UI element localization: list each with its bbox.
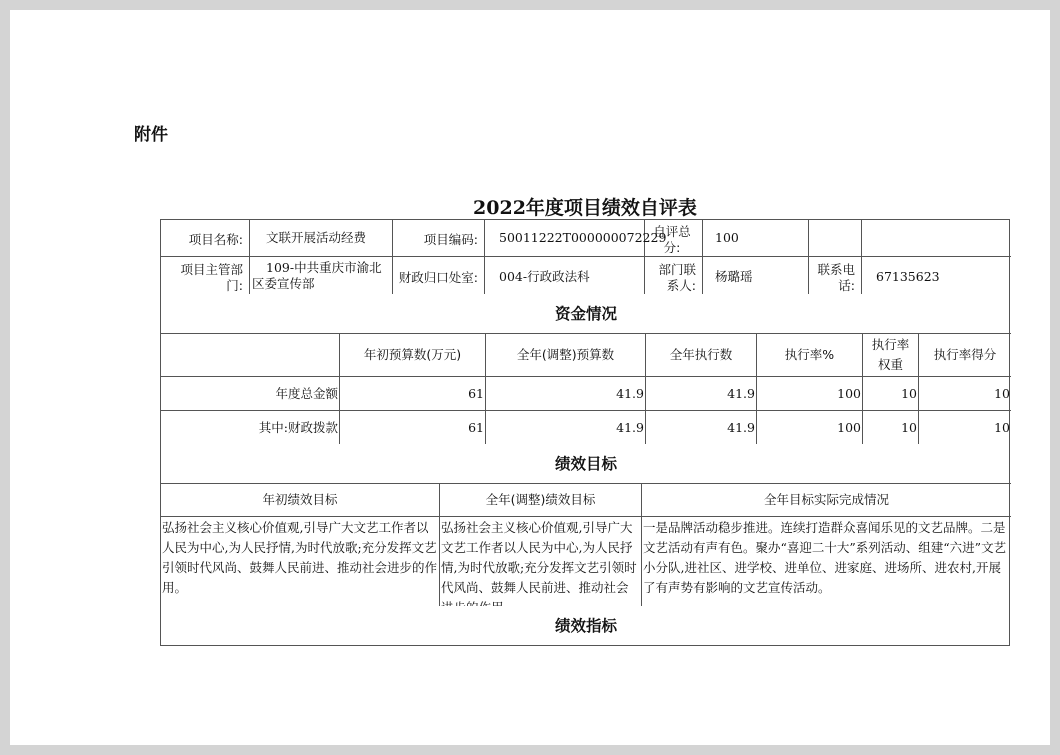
funds-cell: 41.9 [646, 377, 757, 411]
empty-cell [809, 220, 862, 257]
funds-col-rate-score: 执行率得分 [919, 334, 1011, 377]
goals-section-title: 绩效目标 [161, 444, 1011, 484]
finance-dept-label: 财政归口处室: [393, 257, 485, 296]
dept-value [250, 257, 393, 296]
funds-col-executed: 全年执行数 [646, 334, 757, 377]
dept-value-text: 109-中共重庆市渝北区委宣传部 [252, 260, 382, 291]
project-info-table [160, 219, 1010, 295]
funds-cell: 41.9 [486, 377, 646, 411]
funds-cell: 10 [919, 377, 1011, 411]
phone-value: 67135623 [876, 268, 940, 284]
dept-label: 项目主管部门: [161, 257, 250, 296]
funds-table [160, 294, 1010, 445]
funds-section-title: 资金情况 [161, 294, 1011, 334]
funds-cell: 10 [994, 420, 1010, 435]
finance-dept-value: 004-行政政法科 [485, 257, 645, 296]
funds-header-blank [161, 334, 340, 377]
goals-col-actual: 全年目标实际完成情况 [642, 484, 1011, 517]
goals-col-initial: 年初绩效目标 [161, 484, 440, 517]
funds-cell: 10 [863, 411, 919, 445]
funds-cell: 61 [340, 377, 486, 411]
goals-col-adjusted: 全年(调整)绩效目标 [440, 484, 642, 517]
funds-col-exec-rate: 执行率% [757, 334, 863, 377]
funds-col-initial-budget: 年初预算数(万元) [340, 334, 486, 377]
project-name-label: 项目名称: [161, 220, 250, 257]
goals-initial-text: 弘扬社会主义核心价值观,引导广大文艺工作者以人民为中心,为人民抒情,为时代放歌;充分发挥文艺引领时代风尚、鼓舞人民前进、推动社会进步的作用。 [161, 517, 440, 607]
indicators-section-title: 绩效指标 [554, 617, 617, 635]
project-code-label: 项目编码: [393, 220, 485, 257]
document-page [10, 10, 1050, 745]
phone-label: 联系电话: [809, 257, 862, 296]
funds-col-adjusted-budget: 全年(调整)预算数 [486, 334, 646, 377]
funds-cell: 41.9 [646, 411, 757, 445]
funds-row-label: 其中:财政拨款 [161, 411, 340, 445]
empty-cell [862, 220, 1011, 257]
project-name-value: 文联开展活动经费 [250, 220, 393, 257]
contact-value: 杨璐瑶 [703, 257, 809, 296]
project-code-value: 50011222T000000072229 [485, 220, 645, 257]
funds-cell: 61 [340, 411, 486, 445]
funds-cell: 10 [863, 377, 919, 411]
attachment-label: 附件 [134, 125, 168, 145]
self-score-label: 自评总分: [645, 220, 703, 257]
contact-label: 部门联系人: [645, 257, 703, 296]
funds-cell: 41.9 [486, 411, 646, 445]
goals-adjusted-text: 弘扬社会主义核心价值观,引导广大文艺工作者以人民为中心,为人民抒情,为时代放歌;充分发挥文艺引领时代风尚、鼓舞人民前进、推动社会 [440, 517, 642, 607]
goals-table [160, 444, 1010, 607]
indicators-table [160, 606, 1010, 646]
funds-col-rate-weight: 执行率权重 [863, 334, 919, 377]
form-title: 2022年度项目绩效自评表 [473, 197, 697, 219]
funds-cell: 100 [757, 411, 863, 445]
funds-cell: 100 [757, 377, 863, 411]
funds-row-label: 年度总金额 [161, 377, 340, 411]
goals-actual-text: 一是品牌活动稳步推进。连续打造群众喜闻乐见的文艺品牌。二是文艺活动有声有色。聚办“喜迎二十大”系列活动、组建“六进”文艺小分队,进社区、进学校、进单位、进家庭、进场所、进农村,开展了有声势有影响的文艺宣传活动。 [643, 520, 1007, 595]
self-score-value: 100 [703, 220, 809, 257]
